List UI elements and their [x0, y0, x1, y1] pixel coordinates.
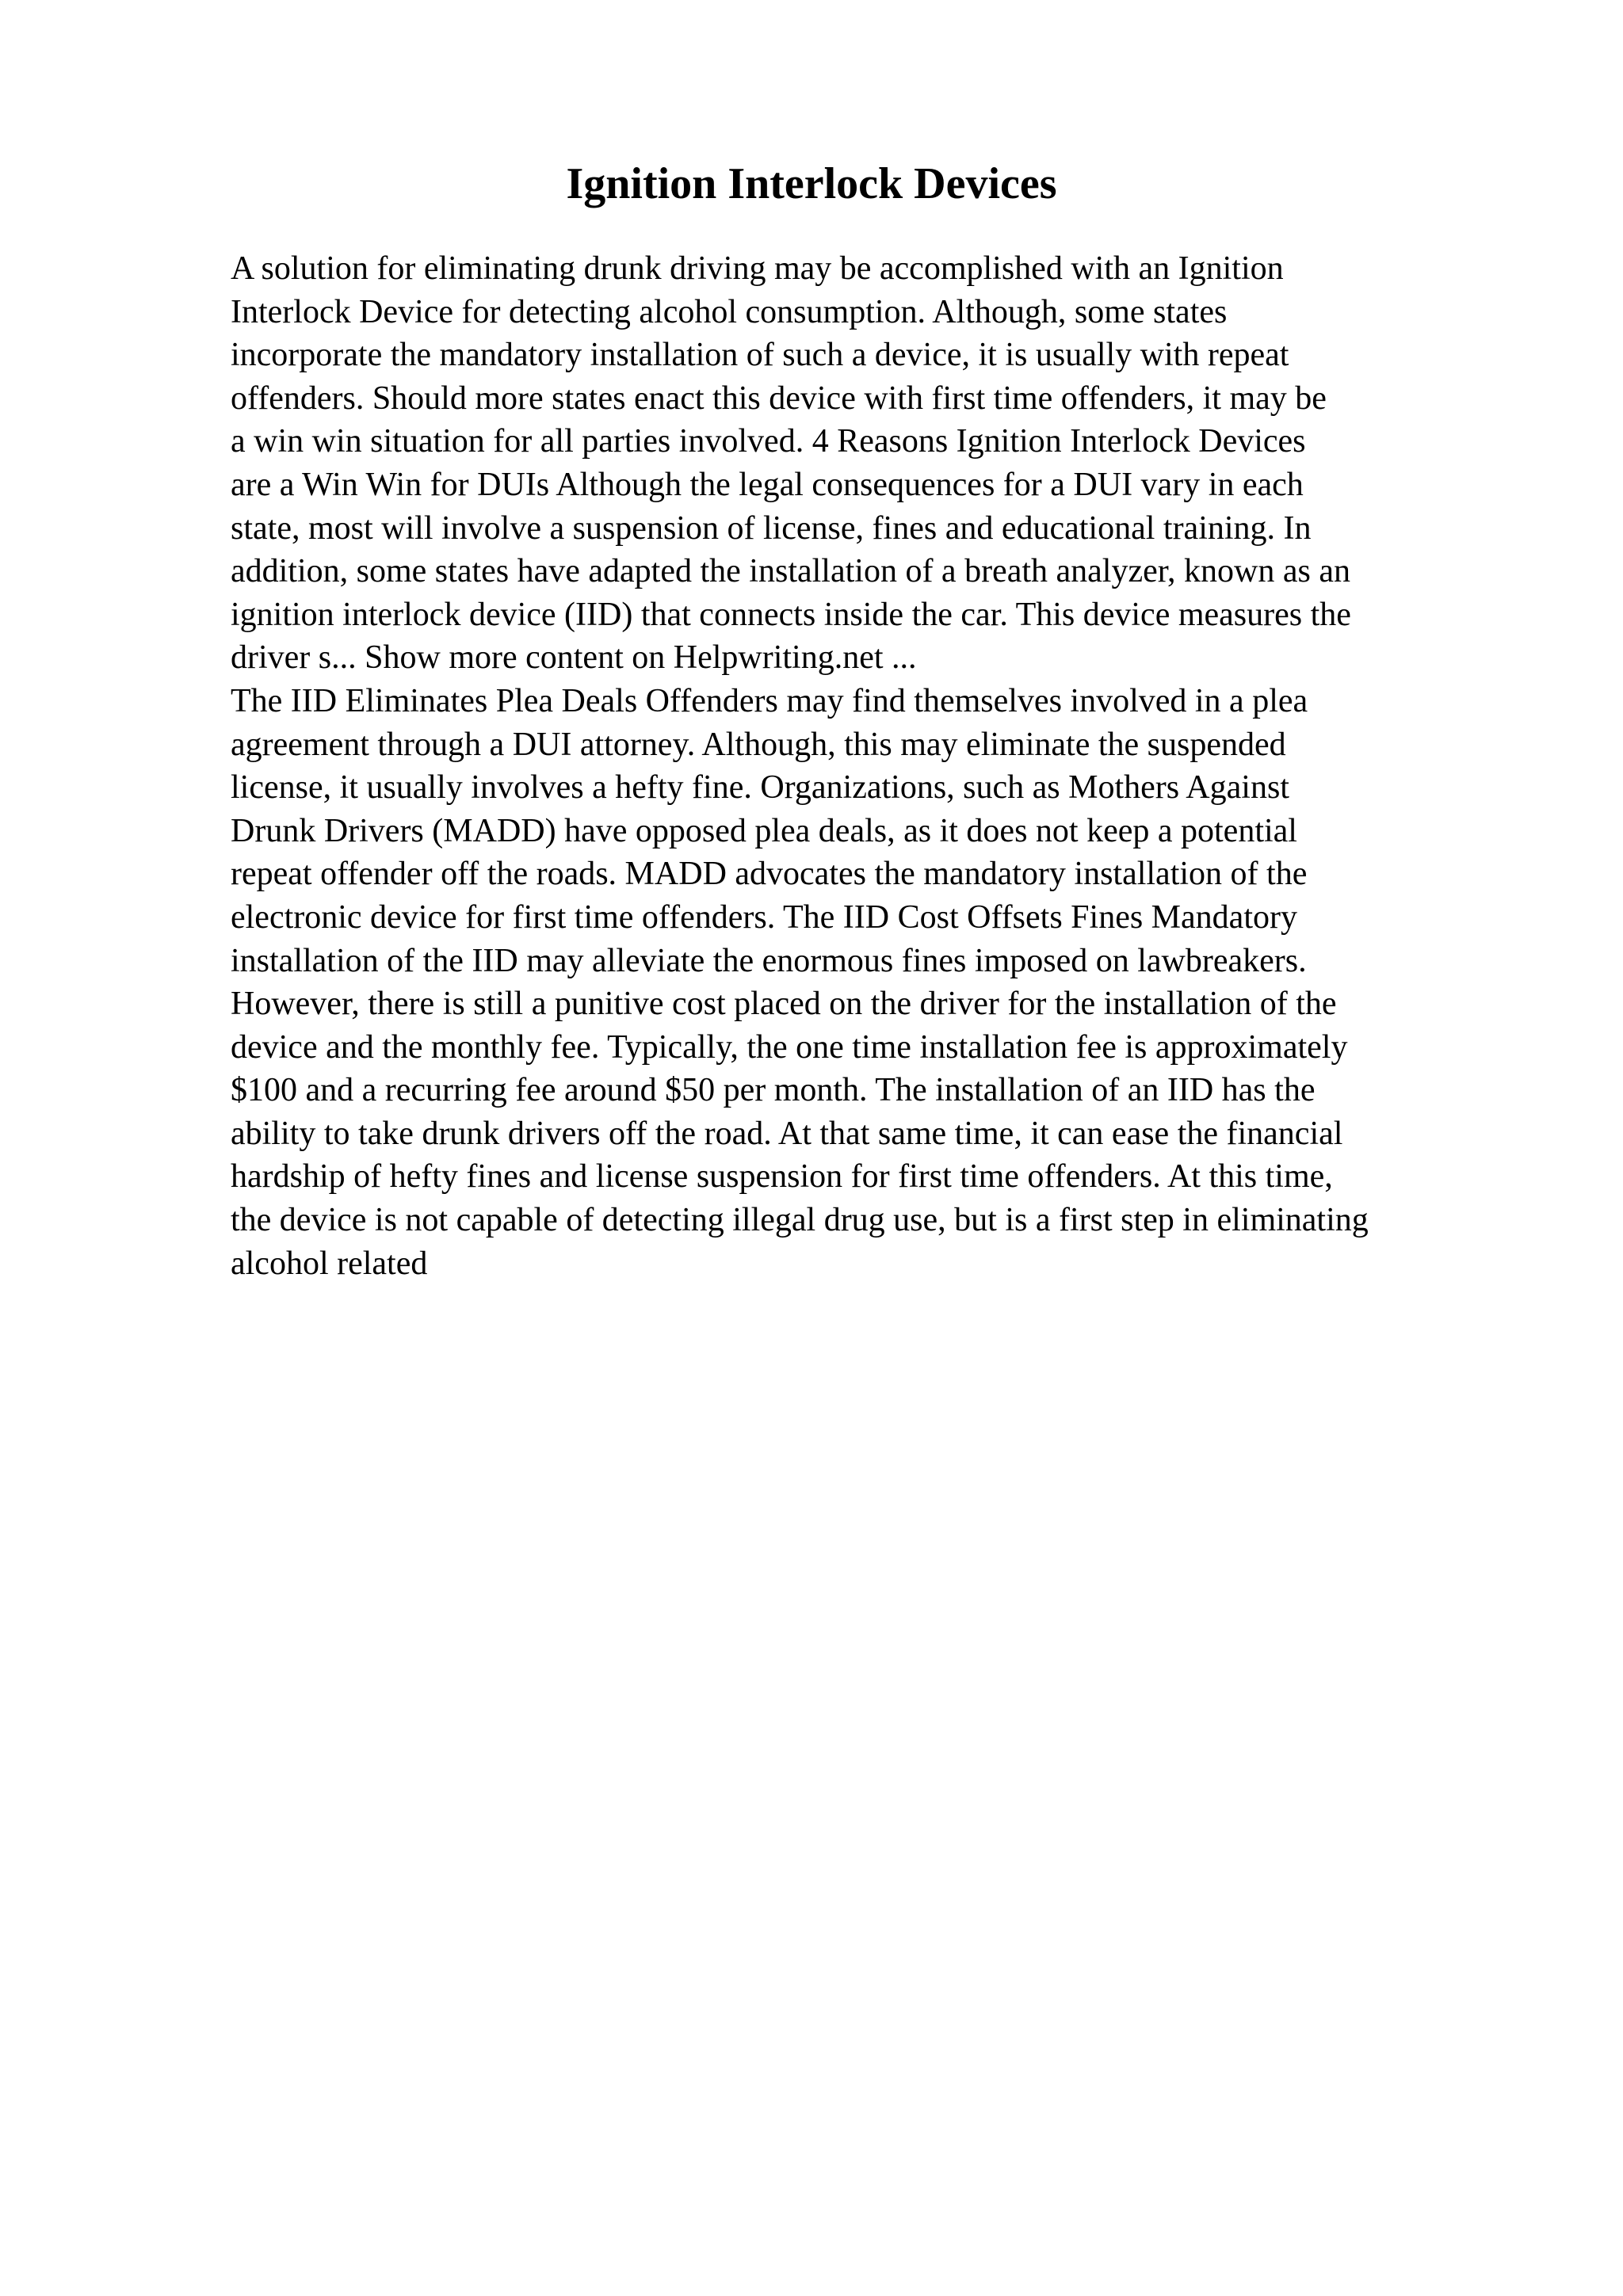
- document-body: [231, 247, 1507, 1285]
- body-line: agreement through a DUI attorney. Although, this may eliminate the suspended: [231, 726, 1286, 763]
- body-line: A solution for eliminating drunk driving may be accomplished with an Ignition: [231, 250, 1284, 287]
- body-line: driver s... Show more content on Helpwriting.net ...: [231, 639, 917, 677]
- body-line: repeat offender off the roads. MADD advocates the mandatory installation of the: [231, 856, 1308, 893]
- body-line: electronic device for first time offenders. The IID Cost Offsets Fines Mandatory: [231, 898, 1297, 936]
- body-line: addition, some states have adapted the installation of a breath analyzer, known as an: [231, 553, 1351, 590]
- body-line: hardship of hefty fines and license suspension for first time offenders. At this time,: [231, 1158, 1333, 1196]
- body-line: are a Win Win for DUIs Although the legal consequences for a DUI vary in each: [231, 466, 1304, 503]
- body-line: Drunk Drivers (MADD) have opposed plea deals, as it does not keep a potential: [231, 812, 1297, 849]
- body-line: incorporate the mandatory installation of such a device, it is usually with repeat: [231, 337, 1289, 374]
- body-line: $100 and a recurring fee around $50 per month. The installation of an IID has the: [231, 1072, 1316, 1109]
- body-line: offenders. Should more states enact this device with first time offenders, it may be: [231, 379, 1327, 417]
- body-line: a win win situation for all parties involved. 4 Reasons Ignition Interlock Devices: [231, 423, 1306, 460]
- body-line: Interlock Device for detecting alcohol consumption. Although, some states: [231, 293, 1228, 330]
- body-line: The IID Eliminates Plea Deals Offenders may find themselves involved in a plea: [231, 682, 1308, 719]
- body-line: alcohol related: [231, 1245, 428, 1282]
- body-line: installation of the IID may alleviate the enormous fines imposed on lawbreakers.: [231, 942, 1307, 979]
- body-line: the device is not capable of detecting illegal drug use, but is a first step in eliminating: [231, 1202, 1369, 1239]
- body-line: However, there is still a punitive cost placed on the driver for the installation of the: [231, 986, 1337, 1023]
- body-line: ignition interlock device (IID) that connects inside the car. This device measures the: [231, 596, 1351, 633]
- body-line: state, most will involve a suspension of license, fines and educational training. In: [231, 509, 1312, 547]
- body-line: license, it usually involves a hefty fine. Organizations, such as Mothers Against: [231, 769, 1289, 807]
- body-line: device and the monthly fee. Typically, the one time installation fee is approximately: [231, 1028, 1348, 1066]
- body-line: ability to take drunk drivers off the road. At that same time, it can ease the financial: [231, 1115, 1343, 1152]
- document-title: Ignition Interlock Devices: [566, 159, 1057, 208]
